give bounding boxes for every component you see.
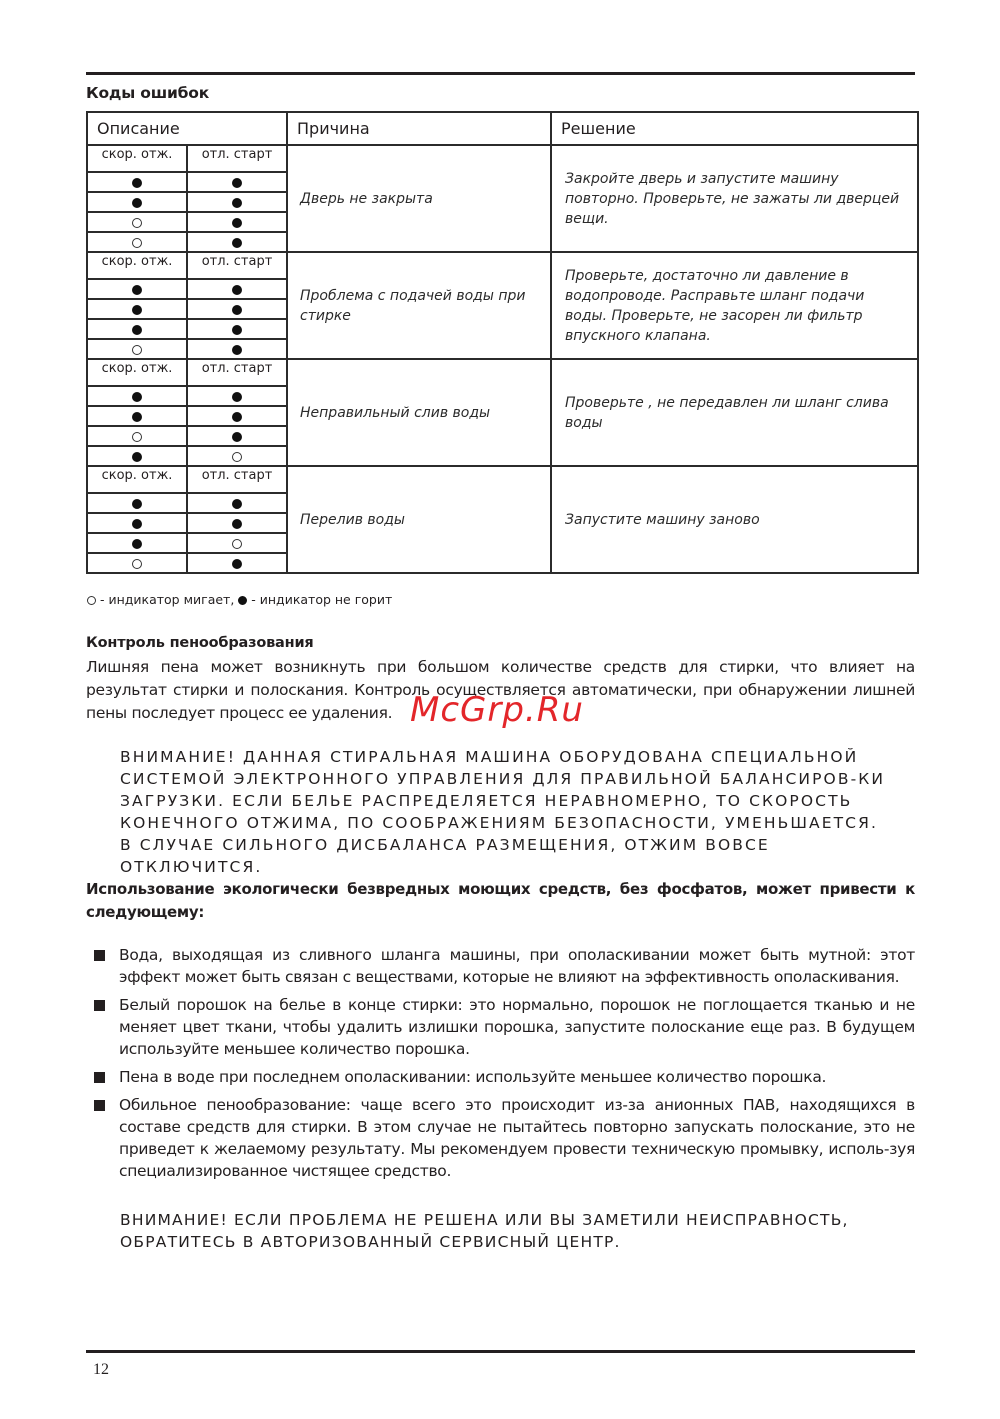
indicator-off-icon [232, 499, 242, 509]
table-row [87, 466, 918, 493]
watermark: McGrp.Ru [410, 690, 584, 730]
cause-cell: Проблема с подачей воды при стирке [287, 252, 551, 359]
indicator-off-icon [132, 285, 142, 295]
spin-indicator-cell [87, 513, 187, 533]
indicator-blinking-icon [232, 452, 242, 462]
spin-indicator-cell [87, 299, 187, 319]
header-description: Описание [87, 112, 287, 145]
delay-indicator-cell [187, 446, 287, 466]
delay-indicator-cell [187, 406, 287, 426]
square-bullet-icon [94, 1000, 105, 1011]
indicator-blinking-icon [132, 432, 142, 442]
sub-header-spin: скор. отж. [87, 252, 187, 279]
indicator-off-icon [232, 392, 242, 402]
table-row [87, 359, 918, 386]
spin-indicator-cell [87, 533, 187, 553]
delay-indicator-cell [187, 319, 287, 339]
table-row [87, 252, 918, 279]
delay-indicator-cell [187, 426, 287, 446]
indicator-off-icon [232, 285, 242, 295]
sub-header-spin: скор. отж. [87, 359, 187, 386]
indicator-off-icon [232, 238, 242, 248]
sub-header-spin: скор. отж. [87, 145, 187, 172]
delay-indicator-cell [187, 553, 287, 573]
indicator-blinking-icon [132, 238, 142, 248]
header-solution: Решение [551, 112, 918, 145]
indicator-off-icon [132, 178, 142, 188]
delay-indicator-cell [187, 493, 287, 513]
off-indicator-icon [238, 596, 247, 605]
indicator-off-icon [232, 178, 242, 188]
sub-header-spin: скор. отж. [87, 466, 187, 493]
list-item: Обильное пенообразование: чаще всего это происходит из-за анионных ПАВ, находящихся в составе средств для стирки. В этом случае не пытайтесь повторно запускать полоскание, это не приведет к желаемому результату. Мы рекомендуем провести техническую промывку, исполь-зуя специализированное чистящее средство. [86, 1094, 915, 1182]
header-cause: Причина [287, 112, 551, 145]
spin-indicator-cell [87, 446, 187, 466]
delay-indicator-cell [187, 232, 287, 252]
cause-cell: Неправильный слив воды [287, 359, 551, 466]
delay-indicator-cell [187, 533, 287, 553]
foam-control-text: Лишняя пена может возникнуть при большом количестве средств для стирки, что влияет на результат стирки и полоскания. Контроль осуществляется автоматически, при обнаружении лишней пены последует процесс ее удаления. [86, 658, 915, 722]
sub-header-delay: отл. старт [187, 145, 287, 172]
delay-indicator-cell [187, 386, 287, 406]
top-rule [86, 72, 915, 75]
indicator-off-icon [132, 499, 142, 509]
square-bullet-icon [94, 1072, 105, 1083]
foam-control-title: Контроль пенообразования [86, 635, 314, 651]
spin-indicator-cell [87, 279, 187, 299]
spin-indicator-cell [87, 493, 187, 513]
indicator-off-icon [232, 559, 242, 569]
cause-cell: Дверь не закрыта [287, 145, 551, 252]
indicator-off-icon [132, 305, 142, 315]
delay-indicator-cell [187, 212, 287, 232]
table-header-row [87, 112, 918, 145]
spin-indicator-cell [87, 172, 187, 192]
delay-indicator-cell [187, 279, 287, 299]
table-row [87, 145, 918, 172]
delay-indicator-cell [187, 172, 287, 192]
bottom-rule [86, 1350, 915, 1353]
eco-title: Использование экологически безвредных моющих средств, без фосфатов, может привести к следующему: [86, 880, 915, 921]
error-codes-table [86, 111, 919, 574]
legend-off: - индикатор не горит [251, 592, 393, 607]
balance-warning: ВНИМАНИЕ! ДАННАЯ СТИРАЛЬНАЯ МАШИНА ОБОРУДОВАНА СПЕЦИАЛЬНОЙ СИСТЕМОЙ ЭЛЕКТРОННОГО УПРАВЛЕНИЯ ДЛЯ ПРАВИЛЬНОЙ БАЛАНСИРОВ-КИ ЗАГРУЗКИ. ЕСЛИ БЕЛЬЕ РАСПРЕДЕЛЯЕТСЯ НЕРАВНОМЕРНО, ТО СКОРОСТЬ КОНЕЧНОГО ОТЖИМА, ПО СООБРАЖЕНИЯМ БЕЗОПАСНОСТИ, УМЕНЬШАЕТСЯ. В СЛУЧАЕ СИЛЬНОГО ДИСБАЛАНСА РАЗМЕЩЕНИЯ, ОТЖИМ ВОВСЕ ОТКЛЮЧИТСЯ. [120, 748, 886, 876]
solution-cell: Проверьте , не передавлен ли шланг слива воды [551, 359, 918, 466]
indicator-off-icon [132, 198, 142, 208]
eco-list [86, 944, 915, 1188]
indicator-off-icon [232, 345, 242, 355]
indicator-blinking-icon [132, 218, 142, 228]
delay-indicator-cell [187, 339, 287, 359]
square-bullet-icon [94, 1100, 105, 1111]
indicator-off-icon [232, 412, 242, 422]
indicator-off-icon [132, 392, 142, 402]
indicator-blinking-icon [132, 559, 142, 569]
indicator-blinking-icon [232, 539, 242, 549]
list-item: Пена в воде при последнем ополаскивании: используйте меньшее количество порошка. [86, 1066, 915, 1088]
indicator-off-icon [232, 519, 242, 529]
cause-cell: Перелив воды [287, 466, 551, 573]
indicator-legend [87, 592, 392, 607]
spin-indicator-cell [87, 426, 187, 446]
indicator-off-icon [232, 218, 242, 228]
delay-indicator-cell [187, 513, 287, 533]
indicator-off-icon [132, 519, 142, 529]
indicator-off-icon [132, 452, 142, 462]
indicator-off-icon [132, 412, 142, 422]
indicator-off-icon [132, 325, 142, 335]
spin-indicator-cell [87, 386, 187, 406]
spin-indicator-cell [87, 319, 187, 339]
spin-indicator-cell [87, 212, 187, 232]
list-item: Вода, выходящая из сливного шланга машины, при ополаскивании может быть мутной: этот эффект может быть связан с веществами, которые не влияют на эффективность ополаскивания. [86, 944, 915, 988]
square-bullet-icon [94, 950, 105, 961]
indicator-off-icon [232, 432, 242, 442]
spin-indicator-cell [87, 192, 187, 212]
solution-cell: Проверьте, достаточно ли давление в водопроводе. Расправьте шланг подачи воды. Проверьте, не засорен ли фильтр впускного клапана. [551, 252, 918, 359]
legend-blinking: - индикатор мигает, [99, 592, 235, 607]
page-number: 12 [93, 1361, 109, 1378]
spin-indicator-cell [87, 339, 187, 359]
indicator-off-icon [232, 305, 242, 315]
delay-indicator-cell [187, 192, 287, 212]
sub-header-delay: отл. старт [187, 466, 287, 493]
indicator-blinking-icon [132, 345, 142, 355]
indicator-off-icon [132, 539, 142, 549]
spin-indicator-cell [87, 406, 187, 426]
list-item: Белый порошок на белье в конце стирки: это нормально, порошок не поглощается тканью и не меняет цвет ткани, чтобы удалить излишки порошка, запустите полоскание еще раз. В будущем используйте меньшее количество порошка. [86, 994, 915, 1060]
sub-header-delay: отл. старт [187, 359, 287, 386]
sub-header-delay: отл. старт [187, 252, 287, 279]
service-warning: ВНИМАНИЕ! ЕСЛИ ПРОБЛЕМА НЕ РЕШЕНА ИЛИ ВЫ ЗАМЕТИЛИ НЕИСПРАВНОСТЬ, ОБРАТИТЕСЬ В АВТОРИЗОВАННЫЙ СЕРВИСНЫЙ ЦЕНТР. [120, 1211, 849, 1251]
spin-indicator-cell [87, 553, 187, 573]
indicator-off-icon [232, 198, 242, 208]
blinking-indicator-icon [87, 596, 96, 605]
indicator-off-icon [232, 325, 242, 335]
solution-cell: Закройте дверь и запустите машину повторно. Проверьте, не зажаты ли дверцей вещи. [551, 145, 918, 252]
delay-indicator-cell [187, 299, 287, 319]
spin-indicator-cell [87, 232, 187, 252]
solution-cell: Запустите машину заново [551, 466, 918, 573]
error-codes-title: Коды ошибок [86, 84, 210, 102]
